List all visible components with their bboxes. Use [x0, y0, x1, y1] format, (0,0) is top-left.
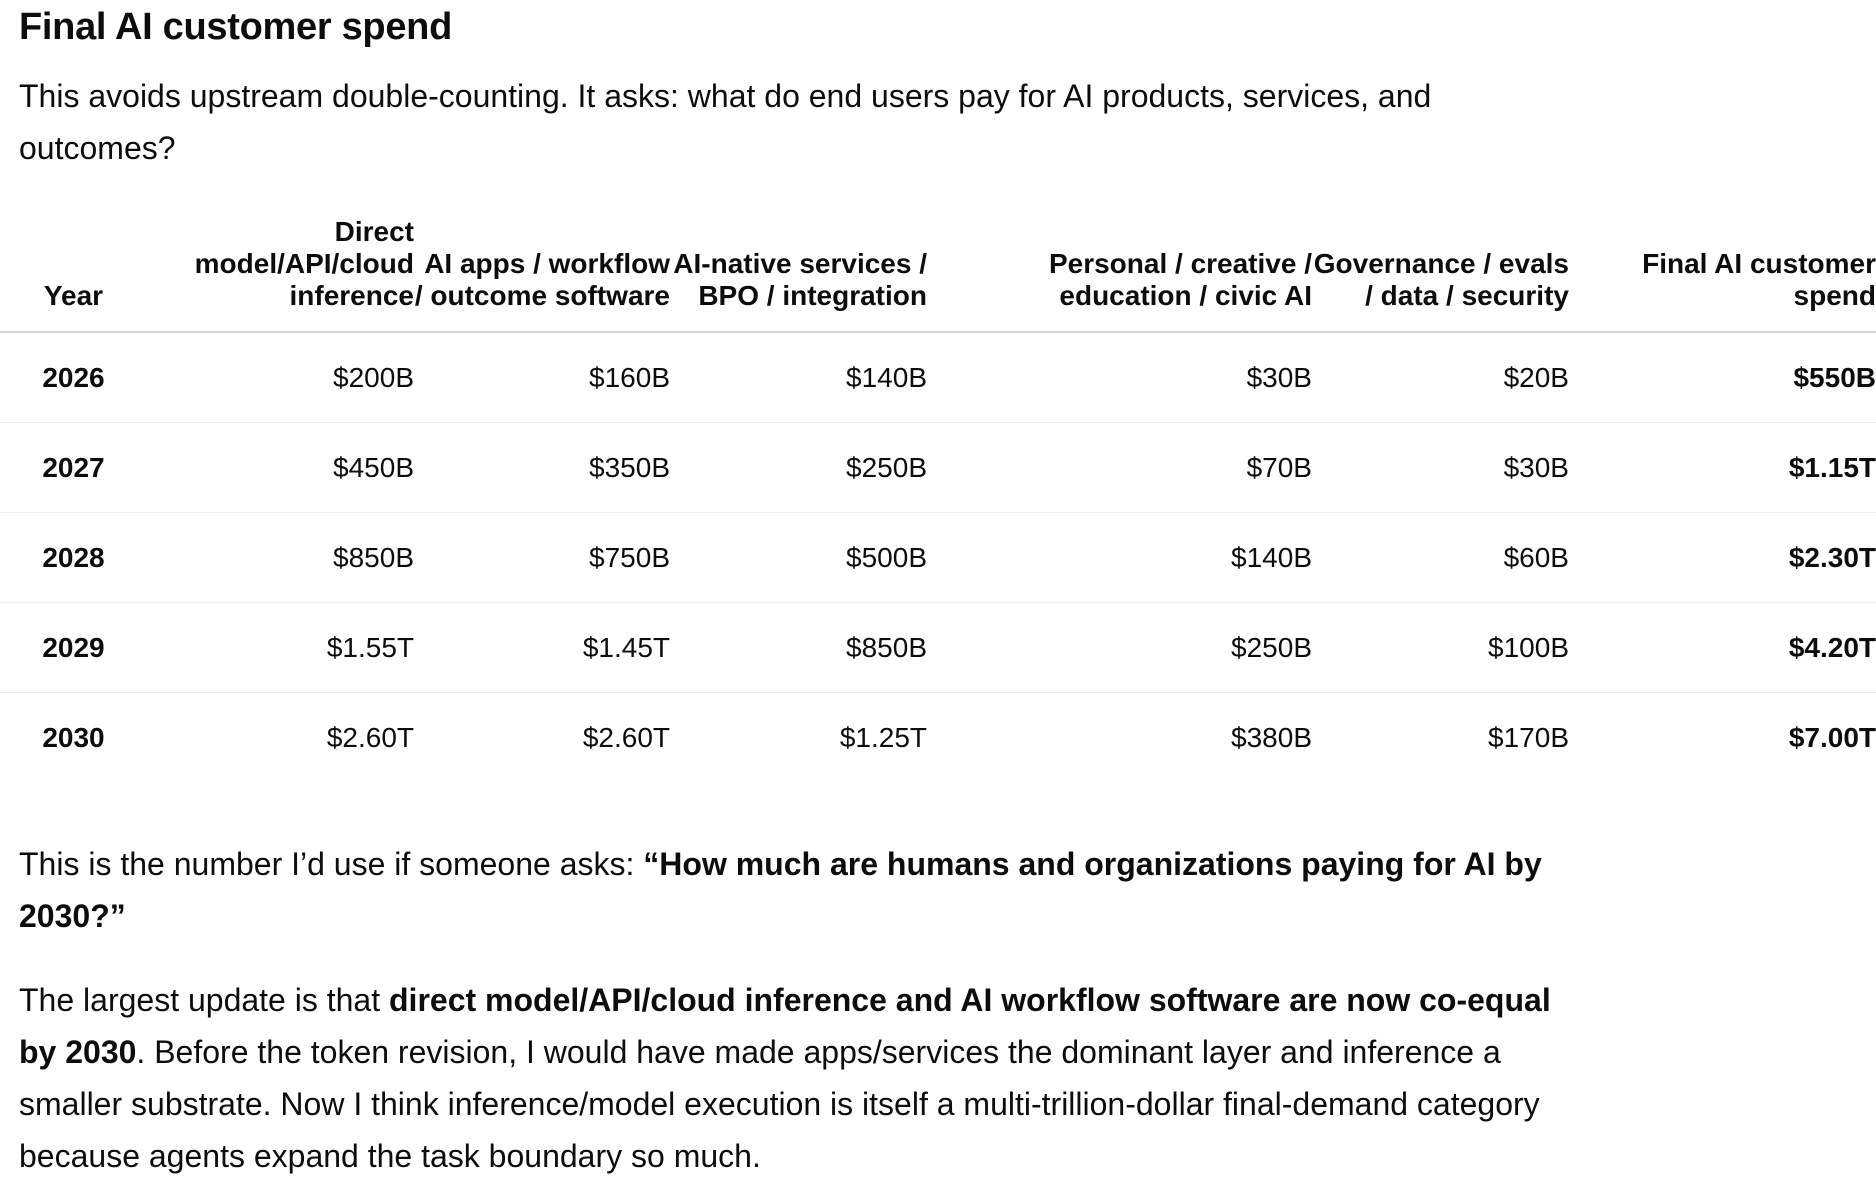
cell-apps: $350B	[414, 423, 670, 513]
cell-governance: $30B	[1312, 423, 1569, 513]
table-row	[0, 332, 1876, 423]
cell-services: $500B	[670, 513, 927, 603]
cell-apps: $1.45T	[414, 603, 670, 693]
cell-governance: $100B	[1312, 603, 1569, 693]
cell-inference: $1.55T	[135, 603, 414, 693]
cell-apps: $160B	[414, 332, 670, 423]
summary-paragraph	[19, 838, 1579, 942]
table-row	[0, 423, 1876, 513]
cell-governance: $20B	[1312, 332, 1569, 423]
cell-personal: $380B	[1231, 721, 1312, 753]
cell-personal: $140B	[927, 513, 1312, 603]
cell-inference: $2.60T	[326, 721, 414, 753]
cell-year: 2030	[42, 721, 105, 753]
header-personal: Personal / creative / education / civic AI	[927, 192, 1312, 332]
cell-total: $2.30T	[1569, 513, 1876, 603]
cell-governance: $60B	[1312, 513, 1569, 603]
cell-personal: $250B	[927, 603, 1312, 693]
cell-services: $250B	[670, 423, 927, 513]
cell-services: $1.25T	[839, 721, 927, 753]
table-header-row	[0, 192, 1876, 332]
header-total: Final AI customer spend	[1569, 192, 1876, 332]
cell-year: 2027	[0, 423, 135, 513]
cell-services: $140B	[670, 332, 927, 423]
cell-apps: $2.60T	[582, 721, 670, 753]
cell-personal: $70B	[927, 423, 1312, 513]
cell-year: 2029	[0, 603, 135, 693]
intro-paragraph: This avoids upstream double-counting. It asks: what do end users pay for AI products, services, and outcomes?	[19, 78, 1432, 166]
cell-total: $550B	[1569, 332, 1876, 423]
update-emphasis: direct model/API/cloud inference and AI workflow software are now co-equal by 2030	[19, 982, 1551, 1070]
table-row	[0, 693, 1876, 783]
cell-services: $850B	[670, 603, 927, 693]
header-services: AI-native services / BPO / integration	[670, 192, 927, 332]
cell-inference: $450B	[135, 423, 414, 513]
cell-personal: $30B	[927, 332, 1312, 423]
section-heading: Final AI customer spend	[19, 6, 452, 48]
cell-total: $1.15T	[1569, 423, 1876, 513]
cell-apps: $750B	[414, 513, 670, 603]
table-row	[0, 513, 1876, 603]
update-text-before: The largest update is that	[19, 982, 389, 1018]
update-text-after: . Before the token revision, I would have made apps/services the dominant layer and inference a smaller substrate. Now I think inference/model execution is itself a multi-trillion-dollar final-demand category because agents expand the task boundary so much.	[19, 1034, 1540, 1174]
cell-inference: $200B	[135, 332, 414, 423]
cell-inference: $850B	[135, 513, 414, 603]
summary-question: “How much are humans and organizations paying for AI by 2030?”	[19, 846, 1542, 934]
header-governance: Governance / evals / data / security	[1312, 192, 1569, 332]
cell-year: 2028	[0, 513, 135, 603]
header-apps: AI apps / workflow / outcome software	[414, 192, 670, 332]
header-year: Year	[0, 192, 135, 332]
cell-year: 2026	[0, 332, 135, 423]
spend-table	[0, 192, 1876, 782]
table-row	[0, 603, 1876, 693]
cell-governance: $170B	[1488, 721, 1569, 753]
summary-text: This is the number I’d use if someone asks:	[19, 846, 644, 882]
header-inference: Direct model/API/cloud inference	[135, 192, 414, 332]
update-paragraph	[19, 974, 1589, 1180]
cell-total: $4.20T	[1569, 603, 1876, 693]
cell-total: $7.00T	[1788, 721, 1876, 753]
